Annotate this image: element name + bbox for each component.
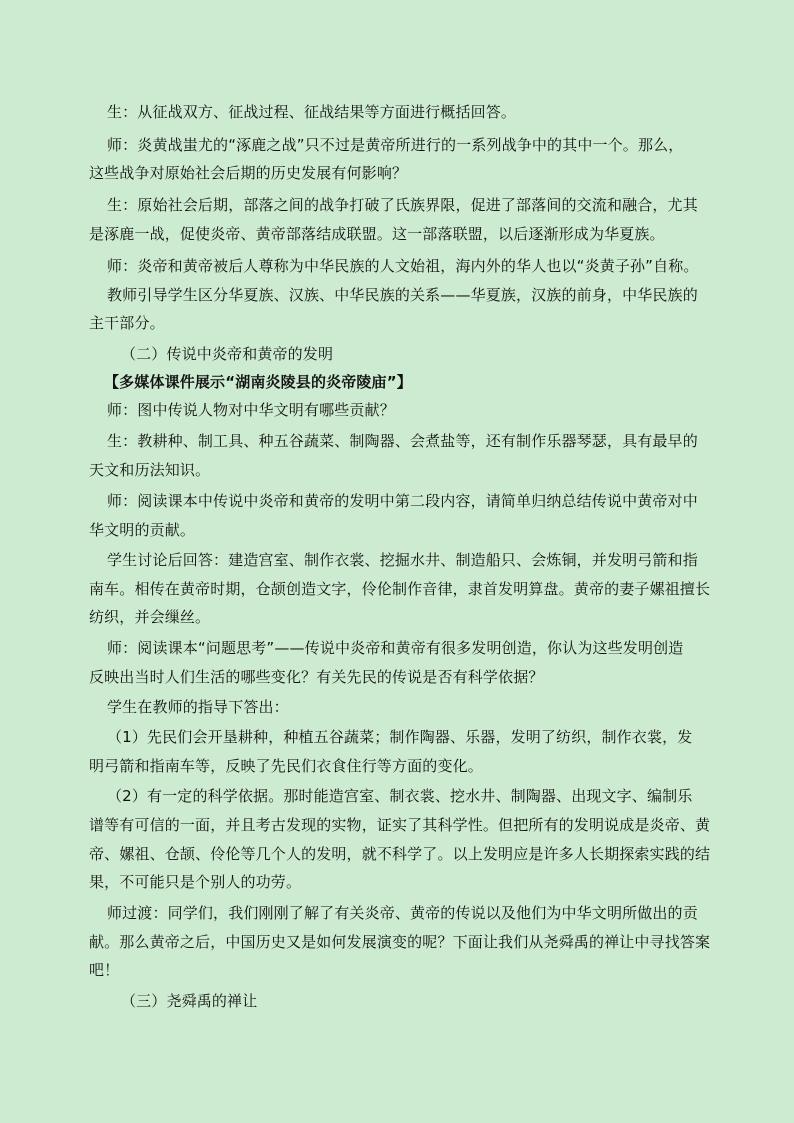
text-line: 学生在教师的指导下答出： (107, 698, 289, 716)
text-line: 献。那么黄帝之后，中国历史又是如何发展演变的呢？下面让我们从尧舜禹的禅让中寻找答案 (89, 933, 711, 951)
text-line: 师：炎黄战蚩尤的“涿鹿之战”只不过是黄帝所进行的一系列战争中的其中一个。那么， (107, 136, 684, 154)
text-line: 谱等有可信的一面，并且考古发现的实物，证实了其科学性。但把所有的发明说成是炎帝、黄 (89, 816, 711, 834)
text-line: 天文和历法知识。 (89, 461, 211, 479)
text-line: （1）先民们会开垦耕种，种植五谷蔬菜；制作陶器、乐器，发明了纺织，制作衣裳，发 (107, 728, 693, 746)
media-caption: 【多媒体课件展示“湖南炎陵县的炎帝陵庙”】 (104, 373, 412, 391)
text-line: 学生讨论后回答：建造宫室、制作衣裳、挖掘水井、制造船只、会炼铜，并发明弓箭和指 (107, 551, 698, 569)
text-line: 明弓箭和指南车等，反映了先民们衣食住行等方面的变化。 (89, 757, 483, 775)
text-line: 师：图中传说人物对中华文明有哪些贡献？ (107, 401, 395, 419)
text-line: （2）有一定的科学依据。那时能造宫室、制衣裳、挖水井、制陶器、出现文字、编制乐 (107, 787, 693, 805)
text-line: 生：从征战双方、征战过程、征战结果等方面进行概括回答。 (107, 103, 517, 121)
text-line: 生：教耕种、制工具、种五谷蔬菜、制陶器、会煮盐等，还有制作乐器琴瑟，具有最早的 (107, 432, 698, 450)
text-line: 华文明的贡献。 (89, 521, 196, 539)
text-line: 反映出当时人们生活的哪些变化？有关先民的传说是否有科学依据？ (89, 668, 544, 686)
text-line: 纺织，并会缫丝。 (89, 608, 211, 626)
text-line: 师过渡：同学们，我们刚刚了解了有关炎帝、黄帝的传说以及他们为中华文明所做出的贡 (107, 904, 698, 922)
text-line: 生：原始社会后期，部落之间的战争打破了氏族界限，促进了部落间的交流和融合，尤其 (107, 196, 698, 214)
text-line: 师：阅读课本中传说中炎帝和黄帝的发明中第二段内容，请简单归纳总结传说中黄帝对中 (107, 492, 698, 510)
text-line: 吧！ (89, 961, 120, 979)
text-line: 师：阅读课本“问题思考”——传说中炎帝和黄帝有很多发明创造，你认为这些发明创造 (107, 639, 684, 657)
text-line: 帝、嫘祖、仓颉、伶伦等几个人的发明，就不科学了。以上发明应是许多人长期探索实践的结 (89, 845, 711, 863)
text-line: 主干部分。 (89, 314, 165, 332)
text-line: 果，不可能只是个别人的功劳。 (89, 873, 302, 891)
text-line: 这些战争对原始社会后期的历史发展有何影响？ (89, 164, 408, 182)
section-heading: （三）尧舜禹的禅让 (121, 992, 258, 1010)
text-line: 师：炎帝和黄帝被后人尊称为中华民族的人文始祖，海内外的华人也以“炎黄子孙”自称。 (107, 257, 699, 275)
section-heading: （二）传说中炎帝和黄帝的发明 (121, 345, 334, 363)
text-line: 是涿鹿一战，促使炎帝、黄帝部落结成联盟。这一部落联盟，以后逐渐形成为华夏族。 (89, 225, 665, 243)
text-line: 南车。相传在黄帝时期，仓颉创造文字，伶伦制作音律，隶首发明算盘。黄帝的妻子嫘祖擅长 (89, 580, 711, 598)
text-line: 教师引导学生区分华夏族、汉族、中华民族的关系——华夏族，汉族的前身，中华民族的 (107, 286, 698, 304)
